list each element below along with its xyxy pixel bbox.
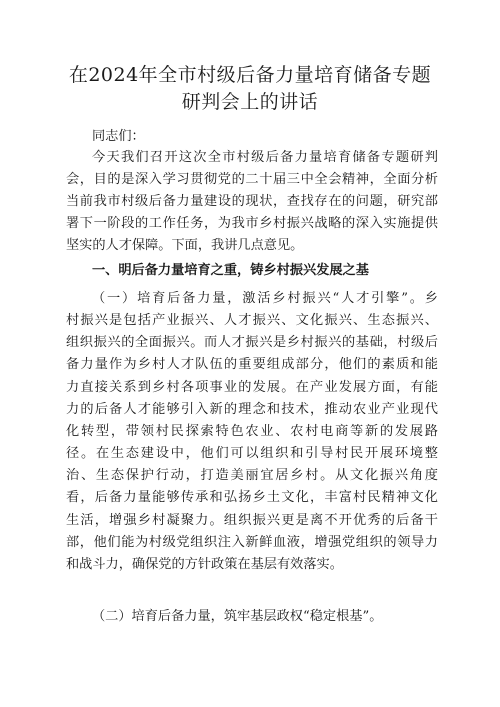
document-title-line-2: 研判会上的讲话 (181, 91, 319, 113)
paragraph-line: 力直接关系到乡村各项事业的发展。在产业发展方面，有能 (66, 380, 438, 395)
document-title-line-1: 在2024年全市村级后备力量培育储备专题 (68, 64, 432, 86)
section-heading: 一、明后备力量培育之重，铸乡村振兴发展之基 (92, 263, 369, 278)
paragraph-line: 径。在生态建设中，他们可以组织和引导村民开展环境整 (66, 446, 438, 461)
paragraph-line: 部，他们能为村级党组织注入新鲜血液，增强党组织的领导力 (66, 535, 438, 550)
intro-line: 会，目的是深入学习贯彻党的二十届三中全会精神，全面分析 (66, 172, 438, 187)
paragraph-line: 化转型，带领村民探索特色农业、农村电商等新的发展路 (66, 424, 438, 439)
intro-line: 署下一阶段的工作任务，为我市乡村振兴战略的深入实施提供 (66, 216, 438, 231)
greeting: 同志们： (92, 129, 145, 144)
intro-line: 今天我们召开这次全市村级后备力量培育储备专题研判 (92, 150, 438, 165)
paragraph-line: 生活，增强乡村凝聚力。组织振兴更是离不开优秀的后备干 (66, 513, 438, 528)
subsection-heading: （二）培育后备力量，筑牢基层政权“稳定根基”。 (92, 609, 383, 624)
paragraph-line: 和战斗力，确保党的方针政策在基层有效落实。 (66, 557, 343, 572)
paragraph-line: 备力量作为乡村人才队伍的重要组成部分，他们的素质和能 (66, 357, 438, 372)
intro-line: 当前我市村级后备力量建设的现状，查找存在的问题，研究部 (66, 194, 438, 209)
intro-line: 坚实的人才保障。下面，我讲几点意见。 (66, 238, 304, 253)
paragraph-line: 治、生态保护行动，打造美丽宜居乡村。从文化振兴角度 (66, 468, 438, 483)
paragraph-line: 力的后备人才能够引入新的理念和技术，推动农业产业现代 (66, 402, 438, 417)
paragraph-line: 看，后备力量能够传承和弘扬乡土文化，丰富村民精神文化 (66, 490, 438, 505)
paragraph-line: （一）培育后备力量，激活乡村振兴“人才引擎”。乡 (92, 291, 438, 306)
paragraph-line: 村振兴是包括产业振兴、人才振兴、文化振兴、生态振兴、 (66, 313, 438, 328)
paragraph-line: 组织振兴的全面振兴。而人才振兴是乡村振兴的基础，村级后 (66, 335, 438, 350)
